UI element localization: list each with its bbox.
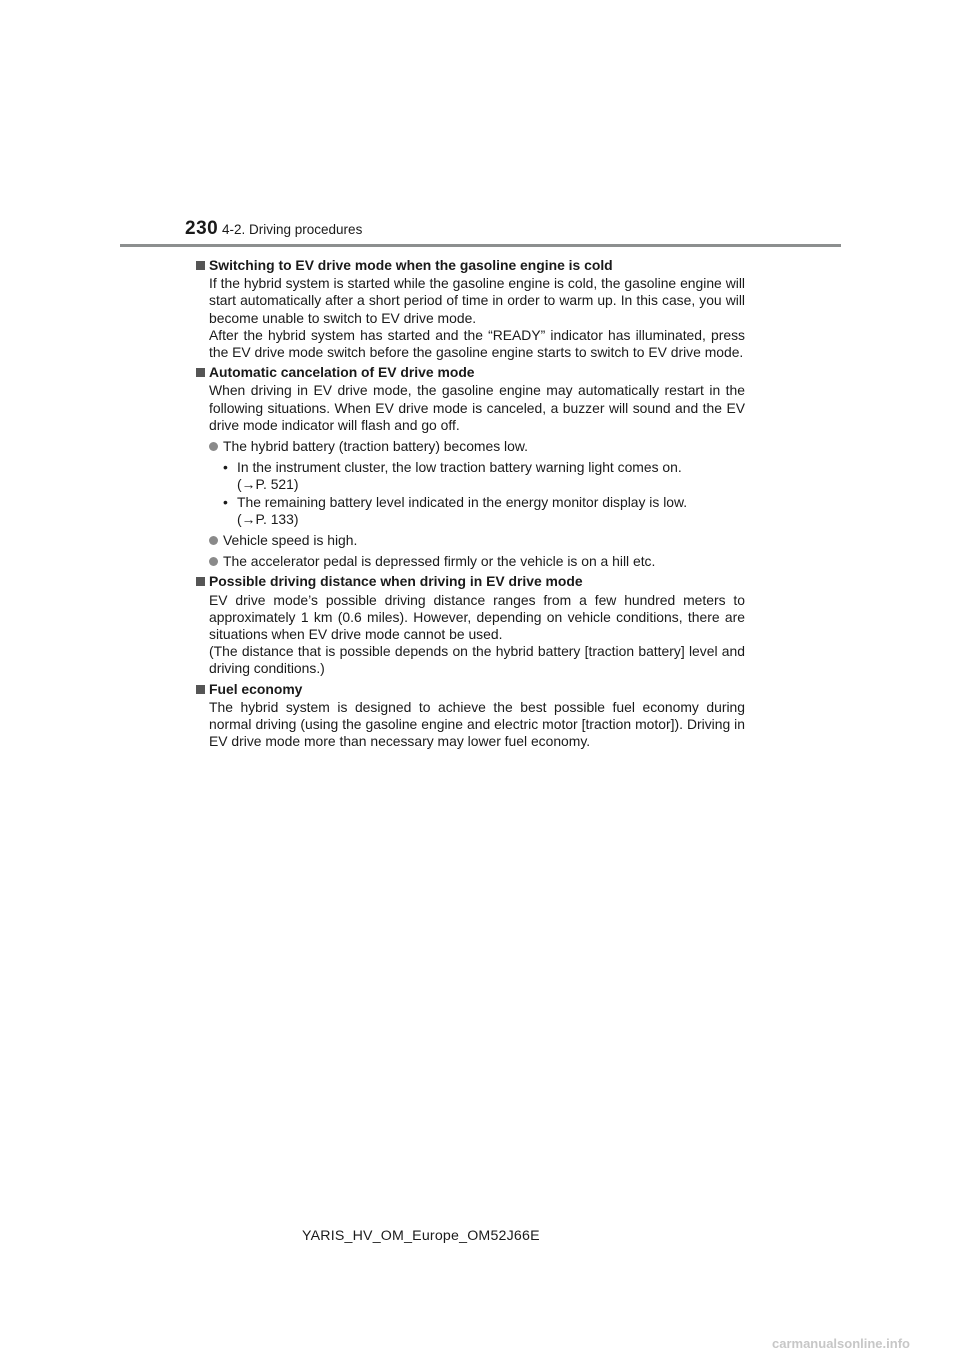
list-item: Vehicle speed is high. <box>209 532 745 549</box>
sub-list-item: • In the instrument cluster, the low traction battery warning light comes on. (→P. 521) <box>223 459 682 493</box>
circle-bullet-icon <box>209 557 218 566</box>
paragraph: After the hybrid system has started and the “READY” indicator has illuminated, press the EV drive mode switch before the gasoline engine starts to switch to EV drive mode. <box>209 326 745 361</box>
section-heading: Fuel economy <box>193 681 745 698</box>
paragraph: If the hybrid system is started while the gasoline engine is cold, the gasoline engine will start automatically after a short period of time in order to warm up. In this case, you will become unable to switch to EV drive mode. <box>209 275 745 326</box>
watermark: carmanualsonline.info <box>772 1336 910 1351</box>
section-title: 4-2. Driving procedures <box>222 222 363 237</box>
sub-list-item: • The remaining battery level indicated in the energy monitor display is low. (→P. 133) <box>223 493 688 527</box>
list-item: The hybrid battery (traction battery) becomes low. <box>209 438 745 455</box>
circle-bullet-icon <box>209 536 218 545</box>
square-bullet-icon <box>196 261 205 270</box>
list-item: The accelerator pedal is depressed firmly or the vehicle is on a hill etc. <box>209 553 745 570</box>
header-divider <box>120 244 841 247</box>
section-heading: Switching to EV drive mode when the gasoline engine is cold <box>193 257 745 274</box>
section-driving-distance <box>209 573 745 677</box>
section-heading: Possible driving distance when driving in EV drive mode <box>193 573 745 590</box>
document-id: YARIS_HV_OM_Europe_OM52J66E <box>302 1228 540 1244</box>
paragraph: EV drive mode’s possible driving distance ranges from a few hundred meters to approximately 1 km (0.6 miles). However, depending on vehicle conditions, there are situations when EV drive mode cannot be used. <box>209 591 745 643</box>
square-bullet-icon <box>196 368 205 377</box>
page-reference: (→P. 133) <box>237 510 299 527</box>
sub-bullet-marker: • <box>223 459 228 476</box>
page-reference: (→P. 521) <box>237 476 299 493</box>
sub-bullet-marker: • <box>223 493 228 510</box>
circle-bullet-icon <box>209 442 218 451</box>
square-bullet-icon <box>196 685 205 694</box>
page-content <box>209 254 745 753</box>
section-auto-cancel <box>209 364 745 570</box>
section-heading: Automatic cancelation of EV drive mode <box>193 364 745 381</box>
paragraph: When driving in EV drive mode, the gasoline engine may automatically restart in the following situations. When EV drive mode is canceled, a buzzer will sound and the EV drive mode indicator will flash and go off. <box>209 382 745 433</box>
paragraph: The hybrid system is designed to achieve the best possible fuel economy during normal driving (using the gasoline engine and electric motor [traction motor]). Driving in EV drive mode more than necessary may lower fuel economy. <box>209 698 745 750</box>
section-ev-cold-engine <box>209 257 745 361</box>
page-number: 230 <box>185 218 219 239</box>
square-bullet-icon <box>196 577 205 586</box>
paragraph: (The distance that is possible depends on the hybrid battery [traction battery] level and driving conditions.) <box>209 643 745 677</box>
section-fuel-economy <box>209 681 745 751</box>
